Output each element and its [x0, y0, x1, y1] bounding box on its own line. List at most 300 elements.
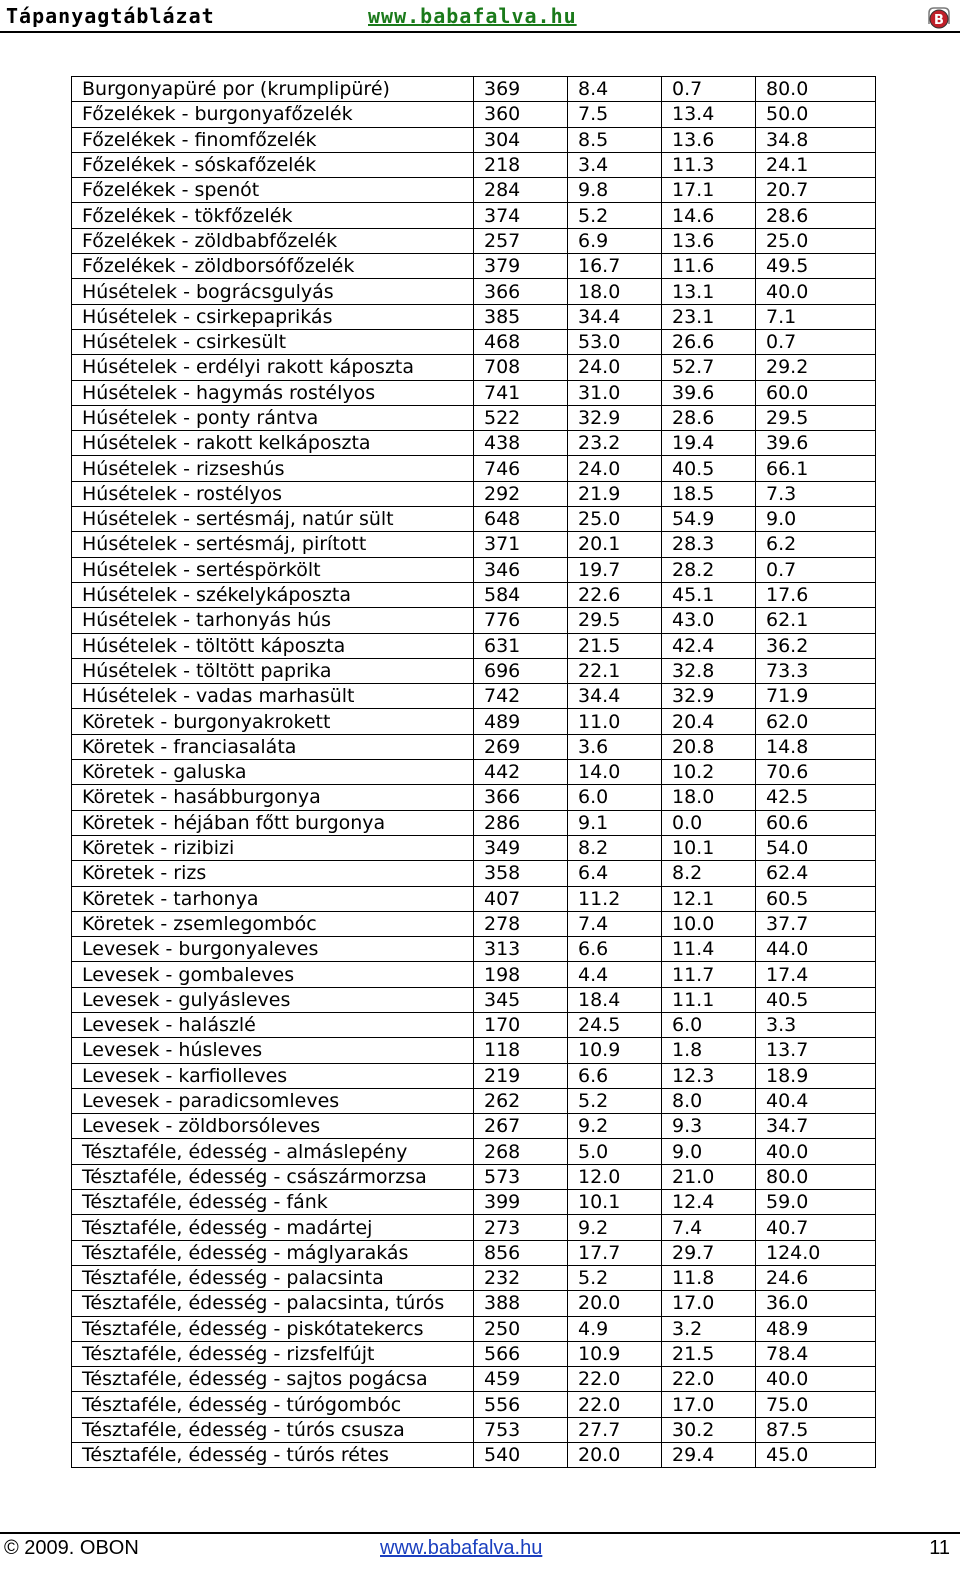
table-row: [72, 1367, 876, 1392]
energy-cell: 304: [474, 127, 568, 152]
energy-cell: 438: [474, 431, 568, 456]
protein-cell: 53.0: [568, 329, 662, 354]
babafalva-logo-icon: [926, 4, 952, 30]
energy-cell: 346: [474, 557, 568, 582]
carbohydrate-cell: 39.6: [756, 431, 876, 456]
food-name-cell: Főzelékek - sóskafőzelék: [72, 152, 474, 177]
energy-cell: 269: [474, 734, 568, 759]
energy-cell: 522: [474, 405, 568, 430]
table-row: [72, 102, 876, 127]
protein-cell: 4.4: [568, 962, 662, 987]
table-row: [72, 987, 876, 1012]
fat-cell: 54.9: [662, 507, 756, 532]
carbohydrate-cell: 44.0: [756, 937, 876, 962]
fat-cell: 28.3: [662, 532, 756, 557]
energy-cell: 366: [474, 785, 568, 810]
food-name-cell: Húsételek - vadas marhasült: [72, 684, 474, 709]
table-row: [72, 709, 876, 734]
fat-cell: 14.6: [662, 203, 756, 228]
energy-cell: 267: [474, 1114, 568, 1139]
energy-cell: 278: [474, 911, 568, 936]
food-name-cell: Húsételek - székelykáposzta: [72, 582, 474, 607]
table-row: [72, 456, 876, 481]
energy-cell: 708: [474, 355, 568, 380]
carbohydrate-cell: 73.3: [756, 658, 876, 683]
food-name-cell: Főzelékek - burgonyafőzelék: [72, 102, 474, 127]
food-name-cell: Köretek - tarhonya: [72, 886, 474, 911]
fat-cell: 10.0: [662, 911, 756, 936]
energy-cell: 219: [474, 1063, 568, 1088]
table-row: [72, 77, 876, 102]
fat-cell: 11.1: [662, 987, 756, 1012]
fat-cell: 43.0: [662, 608, 756, 633]
carbohydrate-cell: 45.0: [756, 1443, 876, 1468]
protein-cell: 19.7: [568, 557, 662, 582]
fat-cell: 23.1: [662, 304, 756, 329]
energy-cell: 648: [474, 507, 568, 532]
carbohydrate-cell: 6.2: [756, 532, 876, 557]
carbohydrate-cell: 36.0: [756, 1291, 876, 1316]
fat-cell: 9.0: [662, 1139, 756, 1164]
protein-cell: 9.2: [568, 1215, 662, 1240]
energy-cell: 369: [474, 77, 568, 102]
table-row: [72, 1139, 876, 1164]
energy-cell: 746: [474, 456, 568, 481]
svg-text:B: B: [934, 13, 944, 28]
carbohydrate-cell: 7.3: [756, 481, 876, 506]
energy-cell: 250: [474, 1316, 568, 1341]
food-name-cell: Levesek - halászlé: [72, 1012, 474, 1037]
energy-cell: 442: [474, 760, 568, 785]
protein-cell: 20.0: [568, 1443, 662, 1468]
protein-cell: 10.1: [568, 1190, 662, 1215]
carbohydrate-cell: 3.3: [756, 1012, 876, 1037]
energy-cell: 371: [474, 532, 568, 557]
fat-cell: 12.4: [662, 1190, 756, 1215]
carbohydrate-cell: 18.9: [756, 1063, 876, 1088]
table-row: [72, 861, 876, 886]
table-row: [72, 279, 876, 304]
energy-cell: 273: [474, 1215, 568, 1240]
energy-cell: 566: [474, 1341, 568, 1366]
food-name-cell: Levesek - húsleves: [72, 1038, 474, 1063]
carbohydrate-cell: 24.6: [756, 1265, 876, 1290]
fat-cell: 40.5: [662, 456, 756, 481]
energy-cell: 399: [474, 1190, 568, 1215]
table-row: [72, 582, 876, 607]
food-name-cell: Köretek - hasábburgonya: [72, 785, 474, 810]
fat-cell: 12.3: [662, 1063, 756, 1088]
carbohydrate-cell: 7.1: [756, 304, 876, 329]
fat-cell: 32.8: [662, 658, 756, 683]
fat-cell: 45.1: [662, 582, 756, 607]
table-row: [72, 1215, 876, 1240]
table-row: [72, 431, 876, 456]
energy-cell: 268: [474, 1139, 568, 1164]
food-name-cell: Levesek - burgonyaleves: [72, 937, 474, 962]
table-row: [72, 835, 876, 860]
table-row: [72, 254, 876, 279]
energy-cell: 379: [474, 254, 568, 279]
carbohydrate-cell: 48.9: [756, 1316, 876, 1341]
food-name-cell: Húsételek - csirkepaprikás: [72, 304, 474, 329]
food-name-cell: Köretek - héjában főtt burgonya: [72, 810, 474, 835]
food-name-cell: Húsételek - rizseshús: [72, 456, 474, 481]
food-name-cell: Főzelékek - zöldborsófőzelék: [72, 254, 474, 279]
fat-cell: 42.4: [662, 633, 756, 658]
protein-cell: 34.4: [568, 684, 662, 709]
energy-cell: 741: [474, 380, 568, 405]
carbohydrate-cell: 80.0: [756, 1164, 876, 1189]
protein-cell: 6.6: [568, 937, 662, 962]
table-row: [72, 1164, 876, 1189]
carbohydrate-cell: 40.4: [756, 1088, 876, 1113]
protein-cell: 22.0: [568, 1392, 662, 1417]
protein-cell: 21.9: [568, 481, 662, 506]
carbohydrate-cell: 60.6: [756, 810, 876, 835]
fat-cell: 20.8: [662, 734, 756, 759]
carbohydrate-cell: 40.0: [756, 279, 876, 304]
carbohydrate-cell: 36.2: [756, 633, 876, 658]
protein-cell: 6.9: [568, 228, 662, 253]
energy-cell: 286: [474, 810, 568, 835]
energy-cell: 489: [474, 709, 568, 734]
food-name-cell: Levesek - paradicsomleves: [72, 1088, 474, 1113]
carbohydrate-cell: 124.0: [756, 1240, 876, 1265]
table-row: [72, 1190, 876, 1215]
protein-cell: 25.0: [568, 507, 662, 532]
energy-cell: 540: [474, 1443, 568, 1468]
protein-cell: 7.4: [568, 911, 662, 936]
carbohydrate-cell: 71.9: [756, 684, 876, 709]
food-name-cell: Levesek - gombaleves: [72, 962, 474, 987]
protein-cell: 17.7: [568, 1240, 662, 1265]
food-name-cell: Húsételek - töltött paprika: [72, 658, 474, 683]
carbohydrate-cell: 20.7: [756, 178, 876, 203]
carbohydrate-cell: 40.0: [756, 1367, 876, 1392]
carbohydrate-cell: 29.5: [756, 405, 876, 430]
food-name-cell: Köretek - rizs: [72, 861, 474, 886]
food-name-cell: Tésztaféle, édesség - palacsinta: [72, 1265, 474, 1290]
protein-cell: 8.4: [568, 77, 662, 102]
carbohydrate-cell: 29.2: [756, 355, 876, 380]
table-row: [72, 557, 876, 582]
carbohydrate-cell: 60.5: [756, 886, 876, 911]
fat-cell: 10.1: [662, 835, 756, 860]
energy-cell: 374: [474, 203, 568, 228]
protein-cell: 31.0: [568, 380, 662, 405]
fat-cell: 13.6: [662, 127, 756, 152]
table-row: [72, 1114, 876, 1139]
carbohydrate-cell: 49.5: [756, 254, 876, 279]
food-name-cell: Köretek - franciasaláta: [72, 734, 474, 759]
footer-website-link[interactable]: www.babafalva.hu: [380, 1537, 543, 1559]
energy-cell: 313: [474, 937, 568, 962]
protein-cell: 6.0: [568, 785, 662, 810]
energy-cell: 459: [474, 1367, 568, 1392]
carbohydrate-cell: 62.4: [756, 861, 876, 886]
table-row: [72, 633, 876, 658]
fat-cell: 28.6: [662, 405, 756, 430]
fat-cell: 17.1: [662, 178, 756, 203]
fat-cell: 19.4: [662, 431, 756, 456]
protein-cell: 6.4: [568, 861, 662, 886]
fat-cell: 6.0: [662, 1012, 756, 1037]
protein-cell: 10.9: [568, 1341, 662, 1366]
fat-cell: 26.6: [662, 329, 756, 354]
carbohydrate-cell: 17.6: [756, 582, 876, 607]
food-name-cell: Tésztaféle, édesség - túrós csusza: [72, 1417, 474, 1442]
fat-cell: 21.5: [662, 1341, 756, 1366]
nutrition-table: [71, 76, 876, 1468]
fat-cell: 30.2: [662, 1417, 756, 1442]
nutrition-table-body: [72, 77, 876, 1468]
fat-cell: 18.0: [662, 785, 756, 810]
fat-cell: 3.2: [662, 1316, 756, 1341]
table-row: [72, 1443, 876, 1468]
table-row: [72, 1291, 876, 1316]
protein-cell: 22.0: [568, 1367, 662, 1392]
energy-cell: 407: [474, 886, 568, 911]
carbohydrate-cell: 62.0: [756, 709, 876, 734]
energy-cell: 358: [474, 861, 568, 886]
carbohydrate-cell: 0.7: [756, 329, 876, 354]
carbohydrate-cell: 25.0: [756, 228, 876, 253]
carbohydrate-cell: 40.5: [756, 987, 876, 1012]
fat-cell: 9.3: [662, 1114, 756, 1139]
food-name-cell: Húsételek - tarhonyás hús: [72, 608, 474, 633]
carbohydrate-cell: 54.0: [756, 835, 876, 860]
energy-cell: 696: [474, 658, 568, 683]
carbohydrate-cell: 34.7: [756, 1114, 876, 1139]
table-row: [72, 658, 876, 683]
carbohydrate-cell: 34.8: [756, 127, 876, 152]
protein-cell: 23.2: [568, 431, 662, 456]
fat-cell: 11.3: [662, 152, 756, 177]
energy-cell: 584: [474, 582, 568, 607]
protein-cell: 24.0: [568, 355, 662, 380]
protein-cell: 24.5: [568, 1012, 662, 1037]
carbohydrate-cell: 40.7: [756, 1215, 876, 1240]
food-name-cell: Tésztaféle, édesség - sajtos pogácsa: [72, 1367, 474, 1392]
food-name-cell: Levesek - gulyásleves: [72, 987, 474, 1012]
protein-cell: 3.4: [568, 152, 662, 177]
fat-cell: 8.0: [662, 1088, 756, 1113]
food-name-cell: Tésztaféle, édesség - túrós rétes: [72, 1443, 474, 1468]
energy-cell: 385: [474, 304, 568, 329]
protein-cell: 16.7: [568, 254, 662, 279]
protein-cell: 32.9: [568, 405, 662, 430]
protein-cell: 9.8: [568, 178, 662, 203]
header-divider: [0, 31, 960, 33]
table-row: [72, 1012, 876, 1037]
energy-cell: 856: [474, 1240, 568, 1265]
food-name-cell: Húsételek - sertéspörkölt: [72, 557, 474, 582]
protein-cell: 11.2: [568, 886, 662, 911]
protein-cell: 5.2: [568, 203, 662, 228]
protein-cell: 22.1: [568, 658, 662, 683]
fat-cell: 39.6: [662, 380, 756, 405]
fat-cell: 22.0: [662, 1367, 756, 1392]
table-row: [72, 911, 876, 936]
protein-cell: 9.1: [568, 810, 662, 835]
fat-cell: 52.7: [662, 355, 756, 380]
carbohydrate-cell: 37.7: [756, 911, 876, 936]
protein-cell: 18.4: [568, 987, 662, 1012]
food-name-cell: Köretek - zsemlegombóc: [72, 911, 474, 936]
table-row: [72, 810, 876, 835]
food-name-cell: Köretek - galuska: [72, 760, 474, 785]
fat-cell: 32.9: [662, 684, 756, 709]
food-name-cell: Húsételek - ponty rántva: [72, 405, 474, 430]
table-row: [72, 1265, 876, 1290]
table-row: [72, 760, 876, 785]
table-row: [72, 608, 876, 633]
page-number: 11: [929, 1537, 950, 1559]
food-name-cell: Tésztaféle, édesség - rizsfelfújt: [72, 1341, 474, 1366]
carbohydrate-cell: 42.5: [756, 785, 876, 810]
protein-cell: 5.0: [568, 1139, 662, 1164]
table-row: [72, 203, 876, 228]
footer-divider: [0, 1532, 960, 1534]
fat-cell: 13.1: [662, 279, 756, 304]
food-name-cell: Húsételek - erdélyi rakott káposzta: [72, 355, 474, 380]
food-name-cell: Köretek - burgonyakrokett: [72, 709, 474, 734]
carbohydrate-cell: 28.6: [756, 203, 876, 228]
energy-cell: 360: [474, 102, 568, 127]
energy-cell: 631: [474, 633, 568, 658]
table-row: [72, 152, 876, 177]
energy-cell: 468: [474, 329, 568, 354]
food-name-cell: Húsételek - bográcsgulyás: [72, 279, 474, 304]
protein-cell: 18.0: [568, 279, 662, 304]
fat-cell: 0.0: [662, 810, 756, 835]
food-name-cell: Húsételek - töltött káposzta: [72, 633, 474, 658]
energy-cell: 556: [474, 1392, 568, 1417]
protein-cell: 20.1: [568, 532, 662, 557]
carbohydrate-cell: 59.0: [756, 1190, 876, 1215]
carbohydrate-cell: 9.0: [756, 507, 876, 532]
food-name-cell: Húsételek - sertésmáj, pirított: [72, 532, 474, 557]
food-name-cell: Tésztaféle, édesség - almáslepény: [72, 1139, 474, 1164]
protein-cell: 12.0: [568, 1164, 662, 1189]
carbohydrate-cell: 60.0: [756, 380, 876, 405]
table-row: [72, 1240, 876, 1265]
fat-cell: 11.4: [662, 937, 756, 962]
table-row: [72, 304, 876, 329]
food-name-cell: Főzelékek - spenót: [72, 178, 474, 203]
fat-cell: 13.4: [662, 102, 756, 127]
table-row: [72, 734, 876, 759]
food-name-cell: Tésztaféle, édesség - palacsinta, túrós: [72, 1291, 474, 1316]
energy-cell: 118: [474, 1038, 568, 1063]
carbohydrate-cell: 70.6: [756, 760, 876, 785]
fat-cell: 29.4: [662, 1443, 756, 1468]
protein-cell: 11.0: [568, 709, 662, 734]
fat-cell: 20.4: [662, 709, 756, 734]
energy-cell: 345: [474, 987, 568, 1012]
carbohydrate-cell: 17.4: [756, 962, 876, 987]
food-name-cell: Tésztaféle, édesség - fánk: [72, 1190, 474, 1215]
energy-cell: 742: [474, 684, 568, 709]
carbohydrate-cell: 0.7: [756, 557, 876, 582]
energy-cell: 388: [474, 1291, 568, 1316]
protein-cell: 34.4: [568, 304, 662, 329]
energy-cell: 753: [474, 1417, 568, 1442]
protein-cell: 4.9: [568, 1316, 662, 1341]
page-header: [0, 0, 960, 32]
table-row: [72, 1392, 876, 1417]
fat-cell: 18.5: [662, 481, 756, 506]
food-name-cell: Tésztaféle, édesség - madártej: [72, 1215, 474, 1240]
fat-cell: 17.0: [662, 1392, 756, 1417]
protein-cell: 3.6: [568, 734, 662, 759]
carbohydrate-cell: 24.1: [756, 152, 876, 177]
food-name-cell: Levesek - zöldborsóleves: [72, 1114, 474, 1139]
table-row: [72, 1316, 876, 1341]
table-row: [72, 1341, 876, 1366]
carbohydrate-cell: 62.1: [756, 608, 876, 633]
header-website-link[interactable]: www.babafalva.hu: [368, 4, 577, 28]
energy-cell: 218: [474, 152, 568, 177]
table-row: [72, 127, 876, 152]
carbohydrate-cell: 40.0: [756, 1139, 876, 1164]
carbohydrate-cell: 14.8: [756, 734, 876, 759]
food-name-cell: Főzelékek - zöldbabfőzelék: [72, 228, 474, 253]
food-name-cell: Főzelékek - finomfőzelék: [72, 127, 474, 152]
fat-cell: 28.2: [662, 557, 756, 582]
energy-cell: 198: [474, 962, 568, 987]
protein-cell: 27.7: [568, 1417, 662, 1442]
fat-cell: 8.2: [662, 861, 756, 886]
table-row: [72, 962, 876, 987]
energy-cell: 232: [474, 1265, 568, 1290]
food-name-cell: Húsételek - rostélyos: [72, 481, 474, 506]
fat-cell: 13.6: [662, 228, 756, 253]
protein-cell: 5.2: [568, 1265, 662, 1290]
table-row: [72, 380, 876, 405]
protein-cell: 20.0: [568, 1291, 662, 1316]
energy-cell: 349: [474, 835, 568, 860]
food-name-cell: Húsételek - rakott kelkáposzta: [72, 431, 474, 456]
table-row: [72, 355, 876, 380]
table-row: [72, 228, 876, 253]
fat-cell: 11.6: [662, 254, 756, 279]
protein-cell: 5.2: [568, 1088, 662, 1113]
fat-cell: 0.7: [662, 77, 756, 102]
fat-cell: 12.1: [662, 886, 756, 911]
carbohydrate-cell: 50.0: [756, 102, 876, 127]
table-row: [72, 937, 876, 962]
protein-cell: 21.5: [568, 633, 662, 658]
protein-cell: 8.2: [568, 835, 662, 860]
energy-cell: 262: [474, 1088, 568, 1113]
food-name-cell: Levesek - karfiolleves: [72, 1063, 474, 1088]
food-name-cell: Tésztaféle, édesség - túrógombóc: [72, 1392, 474, 1417]
carbohydrate-cell: 75.0: [756, 1392, 876, 1417]
table-row: [72, 329, 876, 354]
protein-cell: 14.0: [568, 760, 662, 785]
energy-cell: 366: [474, 279, 568, 304]
carbohydrate-cell: 87.5: [756, 1417, 876, 1442]
fat-cell: 11.7: [662, 962, 756, 987]
energy-cell: 257: [474, 228, 568, 253]
table-row: [72, 1417, 876, 1442]
protein-cell: 6.6: [568, 1063, 662, 1088]
fat-cell: 21.0: [662, 1164, 756, 1189]
table-row: [72, 532, 876, 557]
protein-cell: 10.9: [568, 1038, 662, 1063]
